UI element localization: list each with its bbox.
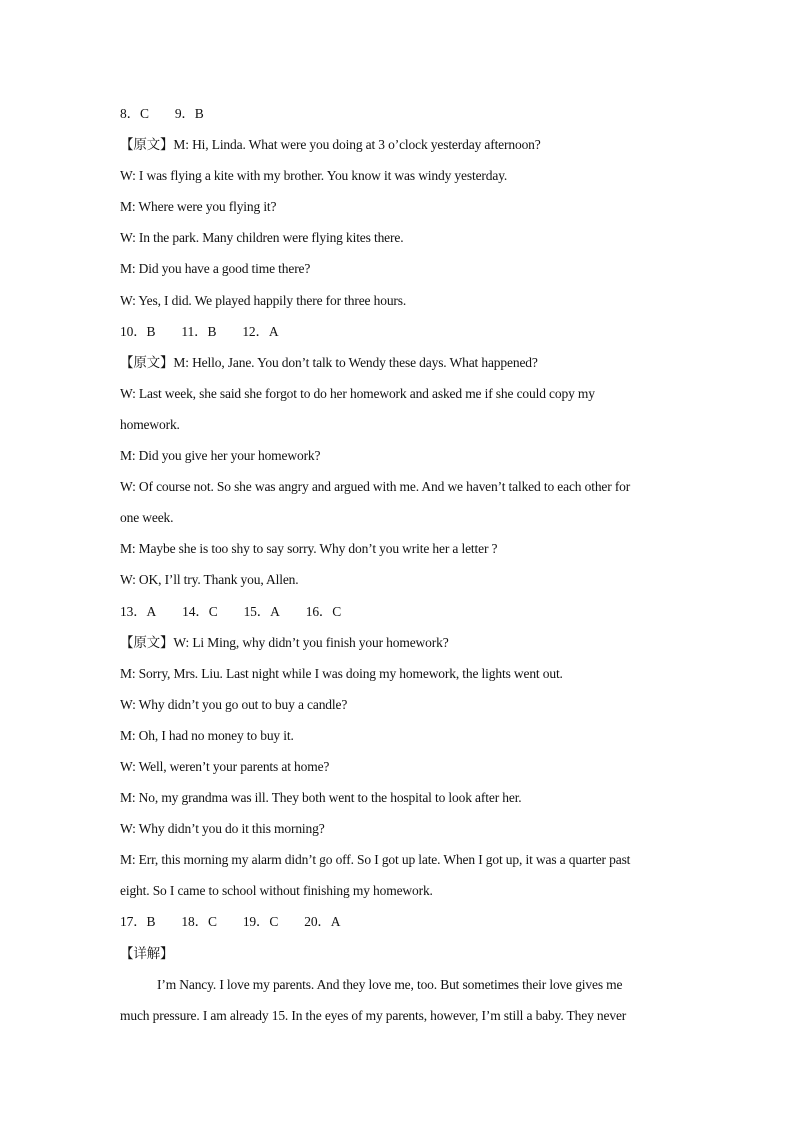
answer-item: 15．A [243,603,280,619]
transcript-line: W: In the park. Many children were flying kites there. [120,230,404,246]
answer-key-line [120,316,680,347]
transcript-line: M: Oh, I had no money to buy it. [120,727,294,743]
transcript-line: homework. [120,416,180,432]
transcript-line: 【原文】W: Li Ming, why didn’t you finish your homework? [120,634,449,650]
answer-item: 14．C [182,603,218,619]
answer-item: 10．B [120,323,156,339]
transcript-line: W: Of course not. So she was angry and argued with me. And we haven’t talked to each other for [120,479,631,495]
answer-item: 9．B [174,106,204,121]
transcript-line: M: No, my grandma was ill. They both went to the hospital to look after her. [120,790,522,806]
answer-item: 8．C [120,106,149,121]
transcript-line: M: Did you have a good time there? [120,261,311,277]
transcript-line: W: OK, I’ll try. Thank you, Allen. [120,572,299,588]
transcript-line: M: Sorry, Mrs. Liu. Last night while I was doing my homework, the lights went out. [120,665,563,681]
answer-item: 12．A [242,323,279,339]
answer-item: 19．C [242,914,279,930]
transcript-line: M: Maybe she is too shy to say sorry. Why don’t you write her a letter ? [120,541,498,557]
answer-key-line [120,98,680,129]
section-heading: 【详解】 [120,945,174,961]
transcript-line: 【原文】M: Hi, Linda. What were you doing at 3 o’clock yesterday afternoon? [120,137,541,153]
transcript-line: M: Err, this morning my alarm didn’t go off. So I got up late. When I got up, it was a quarter past [120,852,631,868]
transcript-line: W: Last week, she said she forgot to do her homework and asked me if she could copy my [120,385,595,401]
answer-item: 13．A [120,603,157,619]
answer-item: 16．C [305,603,342,619]
transcript-line: M: Where were you flying it? [120,199,277,215]
answer-item: 17．B [120,914,156,930]
transcript-line: one week. [120,510,174,526]
transcript-line: W: Why didn’t you do it this morning? [120,821,325,837]
transcript-line: M: Did you give her your homework? [120,448,321,464]
passage-paragraph-start: I’m Nancy. I love my parents. And they love me, too. But sometimes their love gives me [157,976,623,992]
answer-item: 20．A [304,914,341,930]
transcript-line: W: Why didn’t you go out to buy a candle? [120,696,348,712]
answer-item: 11．B [181,323,217,339]
transcript-line: eight. So I came to school without finishing my homework. [120,883,433,899]
transcript-line: W: I was flying a kite with my brother. You know it was windy yesterday. [120,168,508,184]
answer-key-line [120,596,680,627]
document-body [120,98,680,1031]
answer-key-line [120,906,680,937]
transcript-line: W: Yes, I did. We played happily there for three hours. [120,292,407,308]
transcript-line: much pressure. I am already 15. In the eyes of my parents, however, I’m still a baby. They never [120,1007,627,1023]
transcript-line: 【原文】M: Hello, Jane. You don’t talk to Wendy these days. What happened? [120,354,538,370]
answer-item: 18．C [181,914,217,930]
transcript-line: W: Well, weren’t your parents at home? [120,758,330,774]
